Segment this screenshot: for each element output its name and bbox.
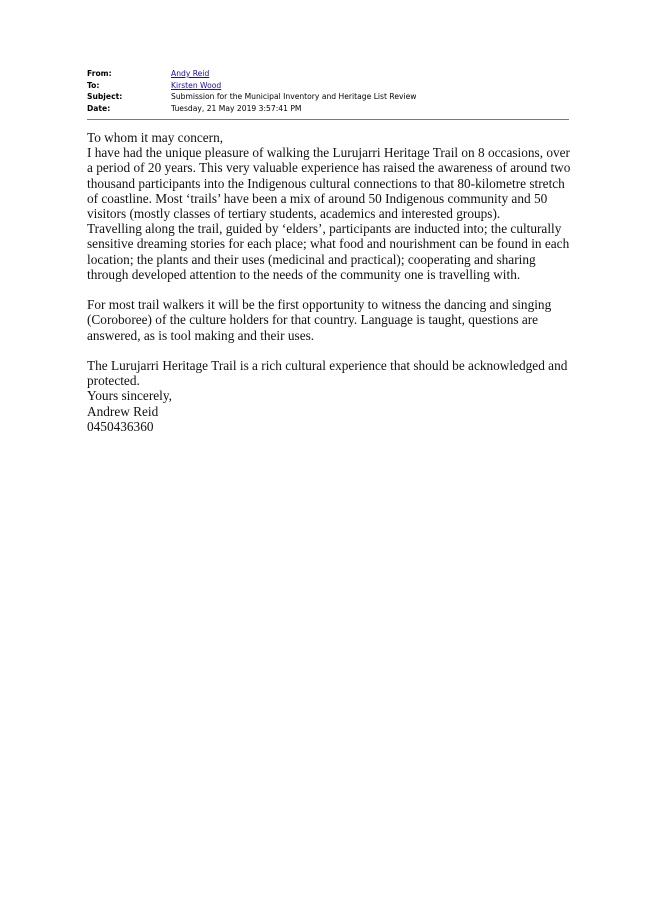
- from-row: [87, 68, 569, 80]
- to-link[interactable]: Kirsten Wood: [171, 80, 222, 90]
- date-label: Date:: [87, 103, 111, 113]
- date-value: Tuesday, 21 May 2019 3:57:41 PM: [171, 103, 302, 113]
- to-row: [87, 80, 569, 92]
- subject-label: Subject:: [87, 92, 123, 101]
- closing: Yours sincerely,: [87, 388, 172, 404]
- email-body: [87, 130, 571, 434]
- from-label: From:: [87, 69, 112, 78]
- date-row: [87, 103, 569, 115]
- body-paragraph-2: Travelling along the trail, guided by ‘elders’, participants are inducted into; the culturally sensitive dreaming stories for each place; what food and nourishment can be found in each location; the plants and their uses (medicinal and practical); cooperating and sharing through developed attention to the needs of the community one is travelling with.: [87, 221, 570, 282]
- phone-number: 0450436360: [87, 418, 154, 434]
- greeting: To whom it may concern,: [87, 130, 224, 145]
- body-paragraph-1: I have had the unique pleasure of walking the Lurujarri Heritage Trail on 8 occasions, over a period of 20 years. This very valuable experience has raised the awareness of around two thousand participants into the Indigenous cultural connections to that 80-kilometre stretch of coastline. Most ‘trails’ have been a mix of around 50 Indigenous community and 50 visitors (mostly classes of tertiary students, academics and interested groups).: [87, 145, 571, 222]
- body-paragraph-4: The Lurujarri Heritage Trail is a rich cultural experience that should be acknowledged and protected.: [87, 358, 568, 389]
- subject-value: Submission for the Municipal Inventory and Heritage List Review: [171, 92, 417, 101]
- signature-name: Andrew Reid: [87, 403, 159, 419]
- body-paragraph-3: For most trail walkers it will be the first opportunity to witness the dancing and singing (Coroboree) of the culture holders for that country. Language is taught, questions are answered, as is tool making and their uses.: [87, 297, 552, 343]
- header-divider: [87, 119, 569, 120]
- paragraph-spacer: [87, 343, 571, 358]
- paragraph-spacer: [87, 282, 571, 297]
- from-link[interactable]: Andy Reid: [171, 69, 210, 78]
- email-header-block: [87, 68, 569, 114]
- to-label: To:: [87, 80, 100, 90]
- subject-row: [87, 91, 569, 103]
